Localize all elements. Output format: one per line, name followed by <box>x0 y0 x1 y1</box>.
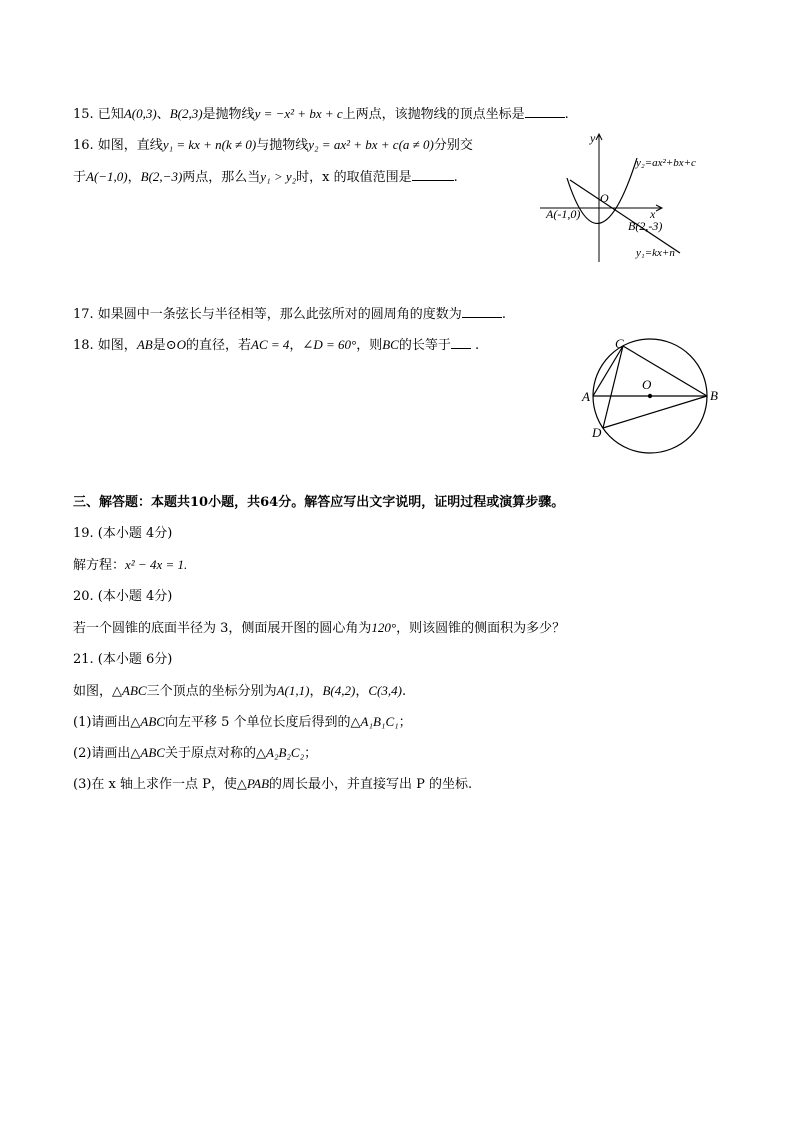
q16-point-a: A(−1,0) <box>86 169 128 184</box>
question-21-part1 <box>73 714 412 731</box>
q21-p1-end: ； <box>398 715 412 730</box>
q21-intro-pre: 如图， <box>73 684 113 699</box>
q21-p2-triangle2: △A₂B₂C₂ <box>256 745 305 760</box>
q16-l2-mid: 两点，那么当 <box>182 170 261 185</box>
point-b-label: B(2,-3) <box>628 219 663 233</box>
q20-angle: 120° <box>371 620 397 635</box>
q21-p1-mid: 向左平移 5 个单位长度后得到的 <box>164 715 351 730</box>
question-20-header: 20. (本小题 4分) <box>73 589 173 604</box>
q21-triangle: △ABC <box>112 683 147 698</box>
chord-cb <box>623 346 707 396</box>
question-21-intro <box>73 683 406 700</box>
point-a-label: A(-1,0) <box>546 207 581 221</box>
q16-point-b: B(2,−3) <box>140 169 183 184</box>
q16-l2-prefix: 于 <box>73 170 87 185</box>
q18-angle: ∠D = 60° <box>302 337 357 352</box>
q15-point-a: A(0,3) <box>123 106 157 121</box>
section3-score: 64 <box>260 495 279 510</box>
q18-bc: BC <box>382 337 399 352</box>
q15-equation: y = −x² + bx + c <box>254 106 343 121</box>
q21-p2-end: ； <box>304 746 318 761</box>
q16-line-eq: y₁ = kx + n(k ≠ 0) <box>162 137 257 152</box>
q19-prefix: 解方程： <box>73 558 126 573</box>
chord-cd <box>603 346 623 428</box>
x-axis-label: x <box>650 207 656 221</box>
q16-end: . <box>453 170 458 185</box>
q21-comma2: ， <box>355 684 369 699</box>
q18-mid3: ， <box>289 338 303 353</box>
q21-p1-triangle: △ABC <box>130 714 165 729</box>
section-3-heading <box>73 495 564 511</box>
q19-equation: x² − 4x = 1. <box>125 557 188 572</box>
point-o-label: O <box>642 377 652 392</box>
q16-mid: 与抛物线 <box>256 138 309 153</box>
question-15 <box>73 105 569 123</box>
figure-18-circle <box>578 336 728 456</box>
q16-parabola-eq: y₂ = ax² + bx + c(a ≠ 0) <box>308 137 434 152</box>
point-d-label: D <box>592 425 602 440</box>
q21-p3-triangle: △PAB <box>236 776 270 791</box>
q15-end: . <box>564 107 569 122</box>
q15-answer-blank[interactable] <box>525 105 565 118</box>
q21-p1-triangle2: △A₁B₁C₁ <box>350 714 399 729</box>
chord-db <box>603 396 707 428</box>
question-19-header: 19. (本小题 4分) <box>73 526 173 541</box>
question-16-line2 <box>73 168 458 186</box>
question-21-part2 <box>73 745 317 762</box>
q18-prefix: 18. 如图， <box>73 338 137 353</box>
q17-end: . <box>501 307 506 322</box>
question-21-header: 21. (本小题 6分) <box>73 652 173 667</box>
q15-sep: 、 <box>156 107 170 122</box>
q20-text-pre: 若一个圆锥的底面半径为 3，侧面展开图的圆心角为 <box>73 621 372 636</box>
q16-comma: ， <box>127 170 141 185</box>
q16-answer-blank[interactable] <box>412 168 454 181</box>
q15-point-b: B(2,3) <box>169 106 203 121</box>
q18-mid1: 是 <box>152 338 166 353</box>
q21-point-b: B(4,2) <box>322 683 356 698</box>
section3-mid: 小题，共 <box>208 495 261 510</box>
point-c-label: C <box>615 336 624 351</box>
q21-p3-pre: (3)在 x 轴上求作一点 P，使 <box>73 777 237 792</box>
q21-p2-pre: (2)请画出 <box>73 746 131 761</box>
question-16-line1 <box>73 137 473 154</box>
chord-ca <box>593 346 623 396</box>
q20-text-post: ，则该圆锥的侧面积为多少？ <box>396 621 566 636</box>
q16-post: 分别交 <box>433 138 473 153</box>
section3-count: 10 <box>190 495 209 510</box>
q18-mid4: ，则 <box>356 338 383 353</box>
q21-p2-triangle: △ABC <box>130 745 165 760</box>
q21-intro-mid: 三个顶点的坐标分别为 <box>146 684 277 699</box>
question-21-part3 <box>73 776 472 793</box>
question-17 <box>73 305 506 323</box>
q18-mid2: 的直径，若 <box>186 338 252 353</box>
point-a-label: A <box>582 389 590 404</box>
point-b-label: B <box>710 388 718 403</box>
question-19-body <box>73 557 187 574</box>
q21-comma1: ， <box>309 684 323 699</box>
q15-text: 上两点，该抛物线的顶点坐标是 <box>342 107 525 122</box>
q15-prefix: 15. 已知 <box>73 107 124 122</box>
section3-post: 分。解答应写出文字说明，证明过程或演算步骤。 <box>278 495 565 510</box>
q21-p2-mid: 关于原点对称的 <box>164 746 256 761</box>
q18-circle: ⊙O <box>165 337 186 352</box>
q18-ac: AC = 4 <box>251 337 290 352</box>
q18-ab: AB <box>136 337 153 352</box>
q18-post: 的长等于 <box>398 338 451 353</box>
q21-point-a: A(1,1) <box>276 683 310 698</box>
parabola-label: y₂=ax²+bx+c <box>636 157 696 169</box>
q21-intro-end: . <box>401 684 407 699</box>
q17-answer-blank[interactable] <box>462 305 502 318</box>
q15-mid: 是抛物线 <box>202 107 255 122</box>
origin-label: O <box>600 191 609 205</box>
question-20-body <box>73 620 565 637</box>
center-point <box>648 394 652 398</box>
q16-inequality: y₁ > y₂ <box>260 169 297 184</box>
q16-prefix: 16. 如图，直线 <box>73 138 163 153</box>
section3-pre: 三、解答题：本题共 <box>73 495 191 510</box>
q21-point-c: C(3,4) <box>368 683 402 698</box>
q17-text: 17. 如果圆中一条弦长与半径相等，那么此弦所对的圆周角的度数为 <box>73 307 462 322</box>
y-axis-label: y <box>590 131 596 145</box>
q16-l2-post: 时，x 的取值范围是 <box>296 170 412 185</box>
q21-p1-pre: (1)请画出 <box>73 715 131 730</box>
q21-p3-post: 的周长最小，并直接写出 P 的坐标. <box>269 777 473 792</box>
line-label: y₁=kx+n <box>636 247 675 259</box>
q18-answer-blank[interactable] <box>451 336 471 349</box>
question-18 <box>73 336 479 354</box>
q18-end: . <box>474 338 480 353</box>
figure-16-graph <box>540 128 730 268</box>
